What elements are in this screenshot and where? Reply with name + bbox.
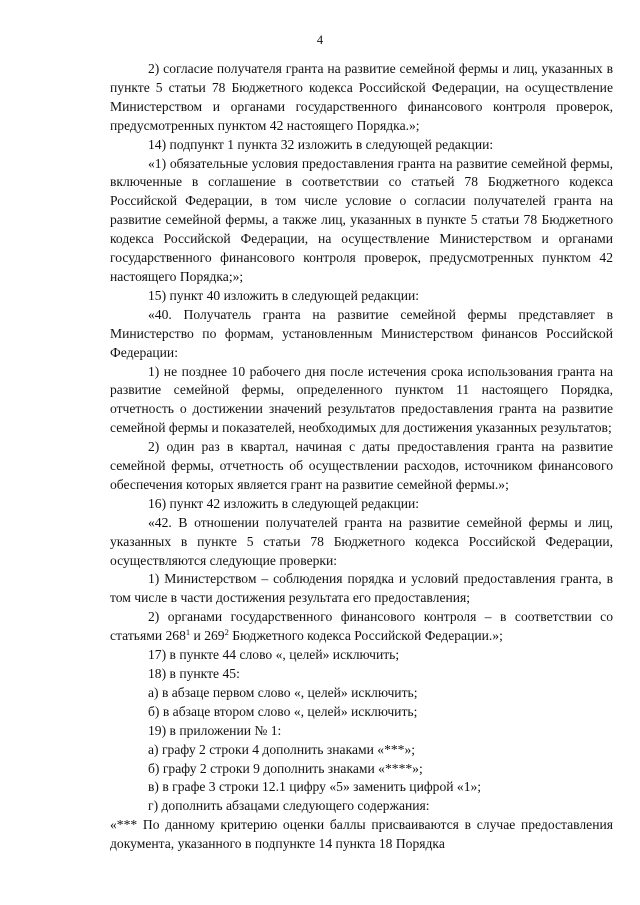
paragraph-8: 16) пункт 42 изложить в следующей редакции: [148, 495, 420, 511]
paragraph-articles [110, 608, 613, 646]
paragraph-3: «1) обязательные условия предоставления гранта на развитие семейной фермы, включенные в соглашение в соответствии со статьей 78 Бюджетного кодекса Российской Федерации, в том числе условие о согласии получателей гранта на развитие семейной фермы, а также лиц, указанных в пункте 5 статьи 78 Бюджетного кодекса Российской Федерации, на осуществление Министерством и органами государственного финансового контроля проверок, предусмотренных пунктом 42 настоящего Порядка;»; [110, 155, 613, 284]
page-number: 4 [316, 33, 324, 47]
superscript-1: 1 [185, 627, 191, 638]
paragraph-4: 15) пункт 40 изложить в следующей редакции: [148, 287, 420, 303]
paragraph-20: г) дополнить абзацами следующего содержания: [148, 798, 430, 814]
paragraph-2: 14) подпункт 1 пункта 32 изложить в следующей редакции: [148, 136, 494, 152]
paragraph-1: 2) согласие получателя гранта на развитие семейной фермы и лиц, указанных в пункте 5 статьи 78 Бюджетного кодекса Российской Федерации, на осуществление Министерством и органами государственного финансового контроля проверок, предусмотренных пунктом 42 настоящего Порядка.»; [110, 61, 613, 133]
superscript-2: 2 [224, 627, 229, 638]
paragraph-17: а) графу 2 строки 4 дополнить знаками «***»; [148, 741, 416, 757]
paragraph-10: 1) Министерством – соблюдения порядка и условий предоставления гранта, в том числе в части достижения результата его предоставления; [110, 571, 613, 606]
paragraph-12: 17) в пункте 44 слово «, целей» исключить; [148, 647, 400, 663]
paragraph-15: б) в абзаце втором слово «, целей» исключить; [148, 703, 418, 719]
articles-text-after: Бюджетного кодекса Российской Федерации.»; [228, 628, 503, 644]
paragraph-9: «42. В отношении получателей гранта на развитие семейной фермы и лиц, указанных в пункте 5 статьи 78 Бюджетного кодекса Российской Федерации, осуществляются следующие проверки: [110, 514, 613, 568]
paragraph-7: 2) один раз в квартал, начиная с даты предоставления гранта на развитие семейной фермы, отчетность об осуществлении расходов, источником финансового обеспечения которых является грант на развитие семейной фермы.»; [110, 439, 613, 492]
paragraph-5: «40. Получатель гранта на развитие семейной фермы представляет в Министерство по формам, установленным Министерством финансов Российской Федерации: [110, 306, 613, 360]
paragraph-16: 19) в приложении № 1: [148, 722, 282, 738]
paragraph-19: в) в графе 3 строки 12.1 цифру «5» заменить цифрой «1»; [148, 779, 482, 795]
articles-text-before: 2) органами государственного финансового контроля – в соответствии со статьями 268 [110, 609, 613, 644]
paragraph-14: а) в абзаце первом слово «, целей» исключить; [148, 684, 418, 700]
paragraph-13: 18) в пункте 45: [148, 666, 240, 681]
document-body [110, 60, 613, 854]
articles-text-middle: и 269 [190, 628, 225, 644]
paragraph-footnote-start: «*** По данному критерию оценки баллы присваиваются в случае предоставления документа, указанного в подпункте 14 пункта 18 Порядка [110, 817, 613, 852]
paragraph-6: 1) не позднее 10 рабочего дня после истечения срока использования гранта на развитие семейной фермы, определенного пунктом 11 настоящего Порядка, отчетность о достижении значений результатов предоставления гранта на развитие семейной фермы и показателей, необходимых для достижения указанных результатов; [110, 363, 613, 436]
paragraph-18: б) графу 2 строки 9 дополнить знаками «****»; [148, 760, 423, 776]
